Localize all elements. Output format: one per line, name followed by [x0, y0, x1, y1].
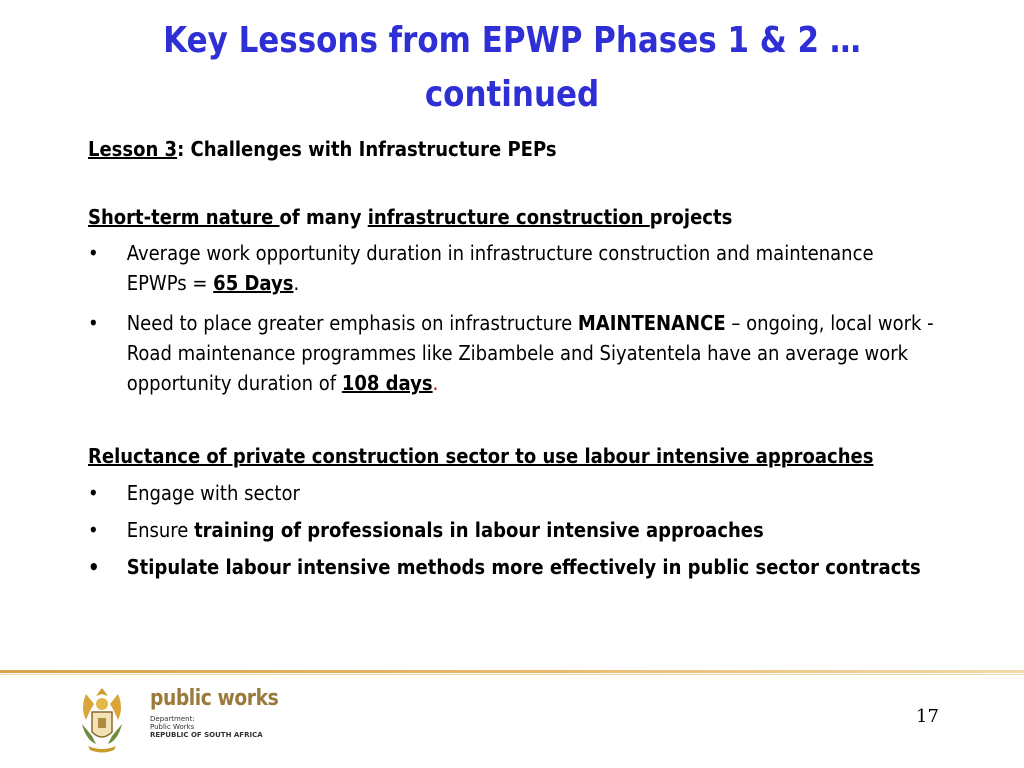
public-works-logo	[150, 686, 301, 739]
bullet-text-a: Ensure	[126, 518, 195, 542]
section1-heading-part1: Short-term nature	[88, 205, 280, 229]
footer-divider	[0, 670, 1024, 673]
lesson-heading	[88, 134, 557, 164]
bullet-text-a: Average work opportunity duration in infrastructure construction and maintenance EPWPs =	[126, 241, 874, 295]
section1-heading-part3: infrastructure construction	[367, 205, 650, 229]
bullet-emphasis: MAINTENANCE	[577, 311, 726, 335]
bullet-text	[127, 515, 934, 545]
logo-sub-line3: REPUBLIC OF SOUTH AFRICA	[150, 731, 263, 739]
bullet-dot: •	[88, 481, 99, 505]
coat-of-arms-icon	[72, 684, 132, 756]
lesson-text: : Challenges with Infrastructure PEPs	[177, 137, 557, 161]
page-number: 17	[916, 706, 939, 727]
section1-heading-part2: of many	[279, 205, 368, 229]
bullet-dot: •	[88, 555, 100, 579]
bullet-dot: •	[88, 311, 99, 335]
bullet-emphasis: 65 Days	[213, 271, 294, 295]
lesson-label: Lesson 3	[88, 137, 178, 161]
bullet-item	[88, 478, 934, 508]
logo-name: public works	[150, 686, 279, 711]
bullet-dot: •	[88, 241, 99, 265]
footer-divider-thin	[0, 674, 1024, 675]
bullet-text-b: – ongoing, local work - Road maintenance programmes like Zibambele and Siyatentela have an average work opportunity duration of	[126, 311, 934, 395]
bullet-text-b: .	[293, 271, 300, 295]
slide-title	[72, 14, 953, 122]
slide-title-line2: continued	[424, 74, 600, 115]
bullet-emphasis: training of professionals in labour intensive approaches	[194, 518, 764, 542]
bullet-text	[127, 308, 934, 398]
bullet-item	[88, 308, 934, 398]
bullet-item	[88, 238, 934, 298]
bullet-emphasis: Stipulate labour intensive methods more effectively in public sector contracts	[126, 555, 921, 579]
bullet-item	[88, 515, 934, 545]
section1-heading	[88, 202, 732, 232]
bullet-text	[127, 238, 934, 298]
bullet-text-a: Need to place greater emphasis on infrastructure	[126, 311, 578, 335]
logo-sub-line2: Public Works	[150, 723, 195, 731]
section1-heading-part4: projects	[649, 205, 733, 229]
bullet-dot: •	[88, 518, 99, 542]
section2-heading: Reluctance of private construction sector to use labour intensive approaches	[88, 444, 874, 468]
bullet-item	[88, 552, 934, 582]
bullet-emphasis: 108 days	[341, 371, 433, 395]
bullet-text-c: .	[432, 371, 439, 395]
logo-subtitle	[150, 715, 301, 739]
bullet-text: Engage with sector	[126, 481, 300, 505]
slide-title-line1: Key Lessons from EPWP Phases 1 & 2 …	[163, 20, 861, 61]
logo-sub-line1: Department:	[150, 715, 195, 723]
